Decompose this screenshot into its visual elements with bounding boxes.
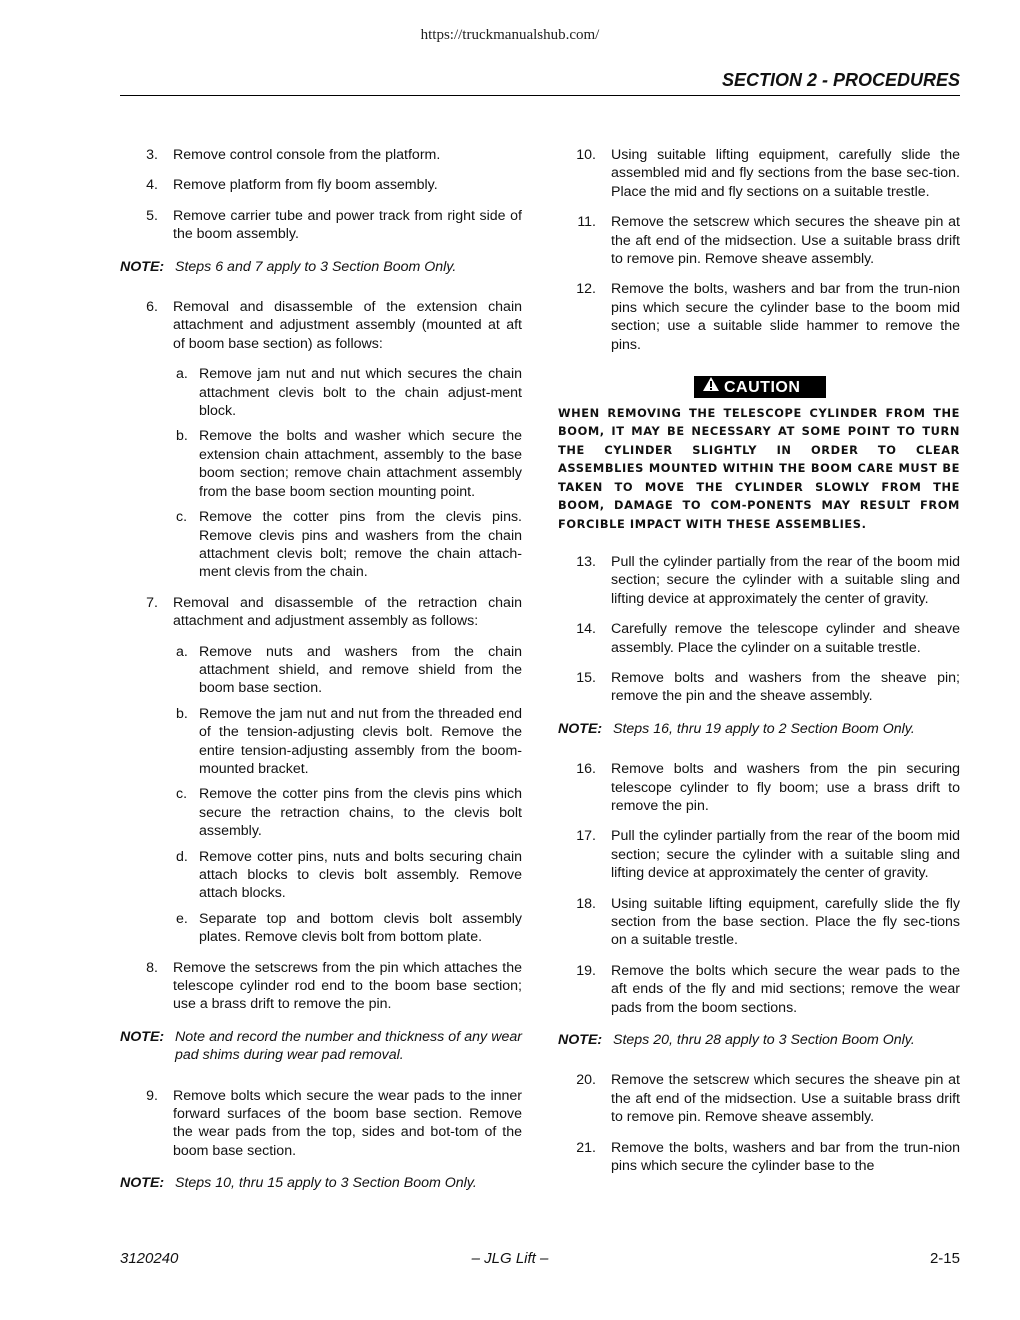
note-steps-20-28 <box>558 1031 960 1049</box>
step-7c <box>120 785 522 840</box>
note-steps-16-19 <box>558 720 960 738</box>
step-number: 9. <box>146 1087 158 1104</box>
step-text: Remove platform from fly boom assembly. <box>173 177 438 194</box>
step-11 <box>558 213 960 268</box>
step-text: Remove the bolts, washers and bar from the trun-nion pins which secure the cylinder base to the boom mid section; use a suitable slide hammer to remove the pins. <box>611 281 960 353</box>
step-text: Removal and disassemble of the extension chain attachment and adjustment assembly (mounted at aft of boom base section) as follows: <box>173 299 522 352</box>
note-label: NOTE: <box>558 1032 603 1049</box>
step-10 <box>558 146 960 201</box>
step-text: Remove the bolts which secure the wear pads to the aft ends of the fly and mid sections; remove the wear pads from the boom sections. <box>611 962 960 1016</box>
substep-text: Remove nuts and washers from the chain attachment shield, and remove shield from the boom base section. <box>199 643 522 697</box>
step-17 <box>558 827 960 882</box>
step-20 <box>558 1071 960 1126</box>
step-21 <box>558 1139 960 1176</box>
step-number: 4. <box>146 177 158 194</box>
step-7e <box>120 910 522 947</box>
substep-text: Remove the jam nut and nut from the threaded end of the tension-adjusting clevis bolt. Remove the entire tension-adjusting assembly from the boom-mounted bracket. <box>199 705 522 777</box>
section-title: SECTION 2 - PROCEDURES <box>721 70 960 90</box>
note-label: NOTE: <box>558 720 603 737</box>
step-text: Remove bolts and washers from the sheave pin; remove the pin and the sheave assembly. <box>611 669 960 705</box>
step-12 <box>558 280 960 354</box>
note-text: Steps 20, thru 28 apply to 3 Section Boom Only. <box>613 1032 915 1049</box>
substep-letter: b. <box>176 705 188 722</box>
note-steps-10-15 <box>120 1174 522 1192</box>
step-8 <box>120 959 522 1014</box>
step-4 <box>120 176 522 194</box>
substep-letter: e. <box>176 910 188 927</box>
step-15 <box>558 669 960 706</box>
step-19 <box>558 962 960 1017</box>
step-number: 16. <box>576 761 596 778</box>
step-text: Carefully remove the telescope cylinder and sheave assembly. Place the cylinder on a suitable trestle. <box>611 621 960 656</box>
step-number: 14. <box>576 621 596 638</box>
step-text: Remove bolts which secure the wear pads to the inner forward surfaces of the boom base section. Remove the wear pads from the top, sides and bot-tom of the boom base section. <box>173 1087 522 1159</box>
step-18 <box>558 895 960 950</box>
right-column <box>558 146 960 1187</box>
step-text: Remove bolts and washers from the pin securing telescope cylinder to fly boom; use a brass drift to remove the pin. <box>611 761 960 814</box>
step-number: 20. <box>576 1072 596 1089</box>
step-number: 21. <box>576 1139 596 1156</box>
document-number: 3120240 <box>120 1250 179 1267</box>
step-text: Remove the setscrews from the pin which attaches the telescope cylinder rod end to the boom base section; use a brass drift to remove the pin. <box>173 959 522 1013</box>
step-number: 10. <box>576 147 596 163</box>
step-number: 12. <box>576 281 596 298</box>
step-number: 3. <box>146 147 158 163</box>
step-7d <box>120 848 522 903</box>
step-number: 15. <box>576 669 596 686</box>
step-7b <box>120 705 522 779</box>
step-number: 13. <box>576 553 596 570</box>
substep-text: Remove the cotter pins from the clevis pins. Remove clevis pins and washers from the chain attachment clevis bolt; remove the chain attach-ment clevis from the chain. <box>199 509 522 581</box>
step-number: 11. <box>577 214 596 231</box>
step-text: Using suitable lifting equipment, carefully slide the fly section from the base section. Place the fly sec-tions on a suitable trestle. <box>611 895 960 949</box>
substep-text: Remove the bolts and washer which secure the extension chain attachment, assembly to the base boom section; remove chain attachment assembly from the base boom section mounting point. <box>199 428 522 500</box>
step-number: 17. <box>576 828 596 845</box>
caution-badge <box>694 376 826 398</box>
substep-text: Separate top and bottom clevis bolt assembly plates. Remove clevis bolt from bottom plate. <box>199 910 522 946</box>
step-7a <box>120 643 522 698</box>
note-wear-pad-shims <box>120 1028 522 1065</box>
header-rule <box>120 95 960 96</box>
step-text: Remove the setscrew which secures the sheave pin at the aft end of the midsection. Use a suitable brass drift to remove pin. Remove sheave assembly. <box>611 1072 960 1126</box>
substep-letter: c. <box>176 509 188 526</box>
substep-text: Remove jam nut and nut which secures the chain attachment clevis bolt to the chain adjust-ment block. <box>199 366 522 420</box>
substep-text: Remove cotter pins, nuts and bolts securing chain attach blocks to clevis bolt assembly. Remove attach blocks. <box>199 848 522 902</box>
note-label: NOTE: <box>120 1028 165 1045</box>
note-steps-6-7 <box>120 258 522 276</box>
footer-brand: – JLG Lift – <box>471 1250 549 1267</box>
step-text: Removal and disassemble of the retraction chain attachment and adjustment assembly as follows: <box>173 594 522 630</box>
substep-letter: b. <box>176 428 188 445</box>
step-text: Remove carrier tube and power track from right side of the boom assembly. <box>173 207 522 243</box>
substep-text: Remove the cotter pins from the clevis pins which secure the retraction chains, to the clevis bolt assembly. <box>199 786 522 840</box>
step-number: 7. <box>146 594 158 611</box>
step-text: Remove the bolts, washers and bar from the trun-nion pins which secure the cylinder base to the <box>611 1139 960 1175</box>
note-label: NOTE: <box>120 1175 165 1192</box>
note-text: Note and record the number and thickness of any wear pad shims during wear pad removal. <box>175 1028 522 1064</box>
note-text: Steps 10, thru 15 apply to 3 Section Boom Only. <box>175 1175 477 1192</box>
note-text: Steps 6 and 7 apply to 3 Section Boom Only. <box>175 258 457 275</box>
step-3 <box>120 146 522 164</box>
step-7 <box>120 594 522 631</box>
source-url[interactable]: https://truckmanualshub.com/ <box>420 27 600 43</box>
step-9 <box>120 1087 522 1161</box>
step-text: Pull the cylinder partially from the rear of the boom mid section; secure the cylinder with a suitable sling and lifting device at approximately the center of gravity. <box>611 828 960 882</box>
step-14 <box>558 620 960 657</box>
note-text: Steps 16, thru 19 apply to 2 Section Boom Only. <box>613 720 915 737</box>
substep-letter: d. <box>176 848 188 865</box>
caution-label: CAUTION <box>724 379 801 397</box>
left-column <box>120 146 522 1215</box>
note-label: NOTE: <box>120 258 165 275</box>
step-13 <box>558 553 960 608</box>
substep-letter: a. <box>176 643 188 660</box>
step-text: Remove the setscrew which secures the sheave pin at the aft end of the midsection. Use a suitable brass drift to remove pin. Remove sheave assembly. <box>611 214 960 268</box>
step-text: Using suitable lifting equipment, carefully slide the assembled mid and fly sections from the base sec-tion. Place the mid and fly sections on a suitable trestle. <box>611 147 960 200</box>
step-6b <box>120 427 522 501</box>
step-text: Remove control console from the platform. <box>173 147 441 163</box>
step-16 <box>558 760 960 815</box>
step-number: 8. <box>146 959 158 976</box>
substep-letter: a. <box>176 366 188 383</box>
step-number: 18. <box>576 895 596 912</box>
caution-text: WHEN REMOVING THE TELESCOPE CYLINDER FROM THE BOOM, IT MAY BE NECESSARY AT SOME POINT TO TURN THE CYLINDER SLIGHTLY IN ORDER TO CLEAR ASSEMBLIES MOUNTED WITHIN THE BOOM CARE MUST BE TAKEN TO MOVE THE CYLINDER SLOWLY FROM THE BOOM, DAMAGE TO COM-PONENTS MAY RESULT FROM FORCIBLE IMPACT WITH THESE ASSEMBLIES. <box>558 406 960 531</box>
step-6a <box>120 365 522 420</box>
step-text: Pull the cylinder partially from the rear of the boom mid section; secure the cylinder with a suitable sling and lifting device at approximately the center of gravity. <box>611 553 960 607</box>
step-6 <box>120 298 522 353</box>
page-number: 2-15 <box>929 1250 960 1267</box>
step-number: 5. <box>146 207 158 224</box>
step-6c <box>120 508 522 582</box>
step-number: 19. <box>576 962 596 979</box>
step-number: 6. <box>146 299 158 316</box>
step-5 <box>120 207 522 244</box>
warning-triangle-icon <box>702 376 720 399</box>
substep-letter: c. <box>176 786 188 803</box>
